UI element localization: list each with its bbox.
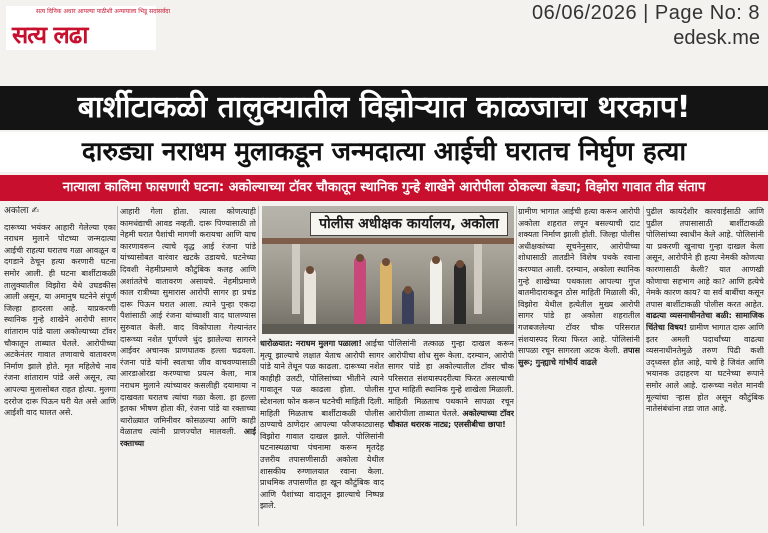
photo-person-head [456, 260, 464, 268]
pen-icon: ✍ [31, 206, 39, 216]
sub-headline: दारुड्या नराधम मुलाकडून जन्मदात्या आईची घरातच निर्घृण हत्या [0, 132, 768, 172]
article-column-4 [388, 338, 514, 528]
article-text: ग्रामीण भागात आईची हत्या करून आरोपी अकोला शहरात लपून बसल्याची दाट शक्यता निर्माण झाली होती. जिल्हा पोलीस अधीक्षकांच्या सूचनेनुसार, आरोपीच्या शोधासाठी तातडीने विशेष पथके रवाना करण्यात आली. दरम्यान, अकोला स्थानिक गुन्हे शाखेच्या पथकाला आपल्या गुप्त बातमीदाराकडून ठोस माहिती मिळाली की, विझोरा येथील हत्येतील मुख्य आरोपी सागर पांडे हा अकोला शहरातील गजबजलेल्या टॉवर चौक परिसरात संशयास्पद रित्या फिरत आहे. पोलिसांनी सापळा रचून सागरला अटक केली. [518, 207, 640, 356]
article-column-5 [518, 206, 640, 528]
photo-person [454, 262, 466, 328]
photo-person [304, 268, 316, 328]
masthead-brand: सत्य लढा [12, 20, 88, 49]
masthead-logo [6, 6, 171, 50]
article-column-1 [4, 206, 116, 528]
photo-pillar [474, 244, 482, 314]
article-text: पुढील कायदेशीर कारवाईसाठी आणि पुढील तपासासाठी बार्शीटाकळी पोलिसांच्या स्वाधीन केले आहे. पोलिसांनी या प्रकरणी खुनाचा गुन्हा दाखल केला असून, आरोपीने ही हत्या नेमकी कोणत्या कारणासाठी केली? यात आणखी कोणाचा सहभाग आहे का? आणि हत्येचे नेमके कारण काय? या सर्व बाबींचा कसून तपास बार्शीटाकळी पोलीस करत आहेत. [646, 207, 764, 309]
page-info [532, 2, 760, 50]
article-column-6 [646, 206, 764, 528]
photo-person-head [356, 254, 364, 262]
masthead-tagline: सत्य दिनिक अधार आपल्या पाठीशी अन्यायाला भिडू सदासर्वदा [36, 8, 171, 15]
main-headline: बार्शीटाकळी तालुक्यातील विझोऱ्यात काळजाचा थरकाप! [0, 86, 768, 130]
photo-person [354, 256, 366, 328]
photo-pillar [292, 244, 300, 314]
photo-person-head [306, 266, 314, 274]
article-text: पोलिसांनी तत्काळ गुन्हा दाखल करून आरोपीचा शोध सुरू केला. दरम्यान, आरोपी सागर पांडे हा अकोल्यातील टॉवर चौक परिसरात संशयास्पदरीत्या फिरत असल्याची गुप्त माहिती स्थानिक गुन्हे शाखेला मिळाली. माहिती मिळताच पथकाने सापळा रचून आरोपीला ताब्यात घेतले. [388, 339, 514, 418]
photo-person-head [432, 256, 440, 264]
article-text: पोलीस स्टेशनला फोन करून घटनेची माहिती दिली. माहिती मिळताच बार्शीटाकळी पोलीस ठाण्याचे ठाणेदार आपल्या फौजफाट्यासह विझोरा गावात दाखल झाले. पोलिसांनी घटनास्थळाचा पंचनामा करून मृतदेह उत्तरीय तपासणीसाठी अकोला येथील शासकीय रुग्णालयात रवाना केला. प्राथमिक तपासणीत हा खून कौटुंबिक वाद आणि पैशांच्या वादातून झाल्याचे निष्पन्न झाले. [260, 385, 384, 511]
photo-caption-lead: धारोळयात: नराधम मुलगा पळाला! [260, 339, 362, 348]
photo-person-seated [402, 288, 414, 328]
strap-line: नात्याला कालिमा फासणारी घटना: अकोल्याच्या टॉवर चौकातून स्थानिक गुन्हे शाखेने आरोपीला ठोकल्या बेड्या; विझोरा गावात तीव्र संताप [0, 175, 768, 201]
photo-person [380, 260, 392, 328]
article-subhead: वाढत्या व्यसनाधीनतेचा बळी: सामाजिक चिंतेचा विषय! [646, 311, 764, 332]
article-text-bold: अकोल्याच्या टॉवर चौकात थरारक नाट्य; एलसीबीचा छापा! [388, 408, 514, 430]
photo-sign: पोलीस अधीक्षक कार्यालय, अकोला [310, 212, 508, 236]
article-text-bold: आई रक्ताच्या [120, 427, 256, 448]
photo-person-head [404, 286, 412, 294]
photo-caption-column [260, 338, 384, 528]
column-rule [258, 206, 259, 526]
photo-person-head [382, 258, 390, 266]
photo-caption-text: आईचा मृत्यू झाल्याचे लक्षात येताच आरोपी सागर पांडे याने तेथून पळ काढला. दारूच्या नशेत काहीही उलटी, पोलिसांच्या भीतीने त्याने गावातून पळ काढला होता. [260, 339, 384, 395]
news-photo [262, 206, 514, 334]
site-name: edesk.me [673, 27, 760, 49]
column-rule [643, 206, 644, 526]
column-rule [516, 206, 517, 526]
dateline [4, 206, 116, 218]
article-subhead: तपास सुरू; गुन्ह्याचे गांभीर्य वाढले [518, 346, 640, 367]
column-rule [117, 206, 118, 526]
article-column-2 [120, 206, 256, 528]
photo-ground [262, 324, 514, 334]
dateline-city: अकोला [4, 206, 29, 216]
date-page-number: 06/06/2026 | Page No: 8 [532, 2, 760, 24]
article-text: दारूच्या भयंकर आहारी गेलेल्या एका नराधम मुलाने पोटच्या जन्मदात्या आईची राहत्या घरातच गळा आवळून व दगडाने ठेचून हत्या करणारी घटना समोर आली. ही घटना बार्शीटाकळी तालुक्यातील विझोरा येथे उघडकीस आली असून, या अमानुष घटनेने संपूर्ण जिल्हा हादरला आहे. याप्रकरणी स्थानिक गुन्हे शाखेने आरोपी सागर शांताराम पांडे याला अकोल्याच्या टॉवर चौकातून ताब्यात घेतले. आरोपीच्या अटकेनंतर गावात तणावाचे वातावरण निर्माण झाले होते. मृत महिलेचे नाव रंजना शांताराम पांडे असे असून, त्या आपल्या मुलासोबत राहत होत्या. मुलगा दररोज दारू पिऊन घरी येत असे आणि आईशी वाद घालत असे. [4, 222, 116, 418]
article-text: ग्रामीण भागात दारू आणि इतर अमली पदार्थांच्या वाढत्या व्यसनाधीनतेमुळे तरुण पिढी कशी उद्ध्वस्त होत आहे, याचे हे जिवंत आणि भयानक उदाहरण या घटनेच्या रूपाने समोर आले आहे. दारूच्या नशेत मानवी मूल्यांचा ऱ्हास होत असून कौटुंबिक नातेसंबंधांना तडा जात आहे. [646, 322, 764, 414]
article-text: आहारी गेला होता. त्याला कोणत्याही कामधंद्याची आवड नव्हती. दारू पिण्यासाठी तो नेहमी घरात पैशांची मागणी करायचा आणि याच कारणावरून त्याचे वृद्ध आई रंजना पांडे यांच्यासोबत वारंवार खटके उडायचे. घटनेच्या दिवशी नेहमीप्रमाणे कौटुंबिक कलह आणि अशांततेचे वातावरण असायचे. नेहमीप्रमाणे काल रात्रीच्या सुमारास आरोपी सागर हा प्रचंड दारू पिऊन घरात आला. त्याने पुन्हा एकदा पैशांसाठी आई रंजना यांच्याशी वाद घालण्यास सुरुवात केली. वाद विकोपाला गेल्यानंतर दारूच्या नशेत पूर्णपणे धुंद झालेल्या सागरने आईवर अचानक प्राणघातक हल्ला चढवला. रंजना पांडे यांनी स्वतःचा जीव वाचवण्यासाठी आरडाओरडा करण्याचा प्रयत्न केला, मात्र नराधम मुलाने त्यांच्यावर कसलीही दयामाया न दाखवता घरातच त्यांचा गळा केला. हा हल्ला इतका भीषण होता की, रंजना पांडे या रक्ताच्या थारोळ्यात जमिनीवर कोसळल्या आणि काही वेळातच त्यांनी प्राणज्योत मालवली. [120, 207, 256, 437]
photo-person [430, 258, 442, 328]
